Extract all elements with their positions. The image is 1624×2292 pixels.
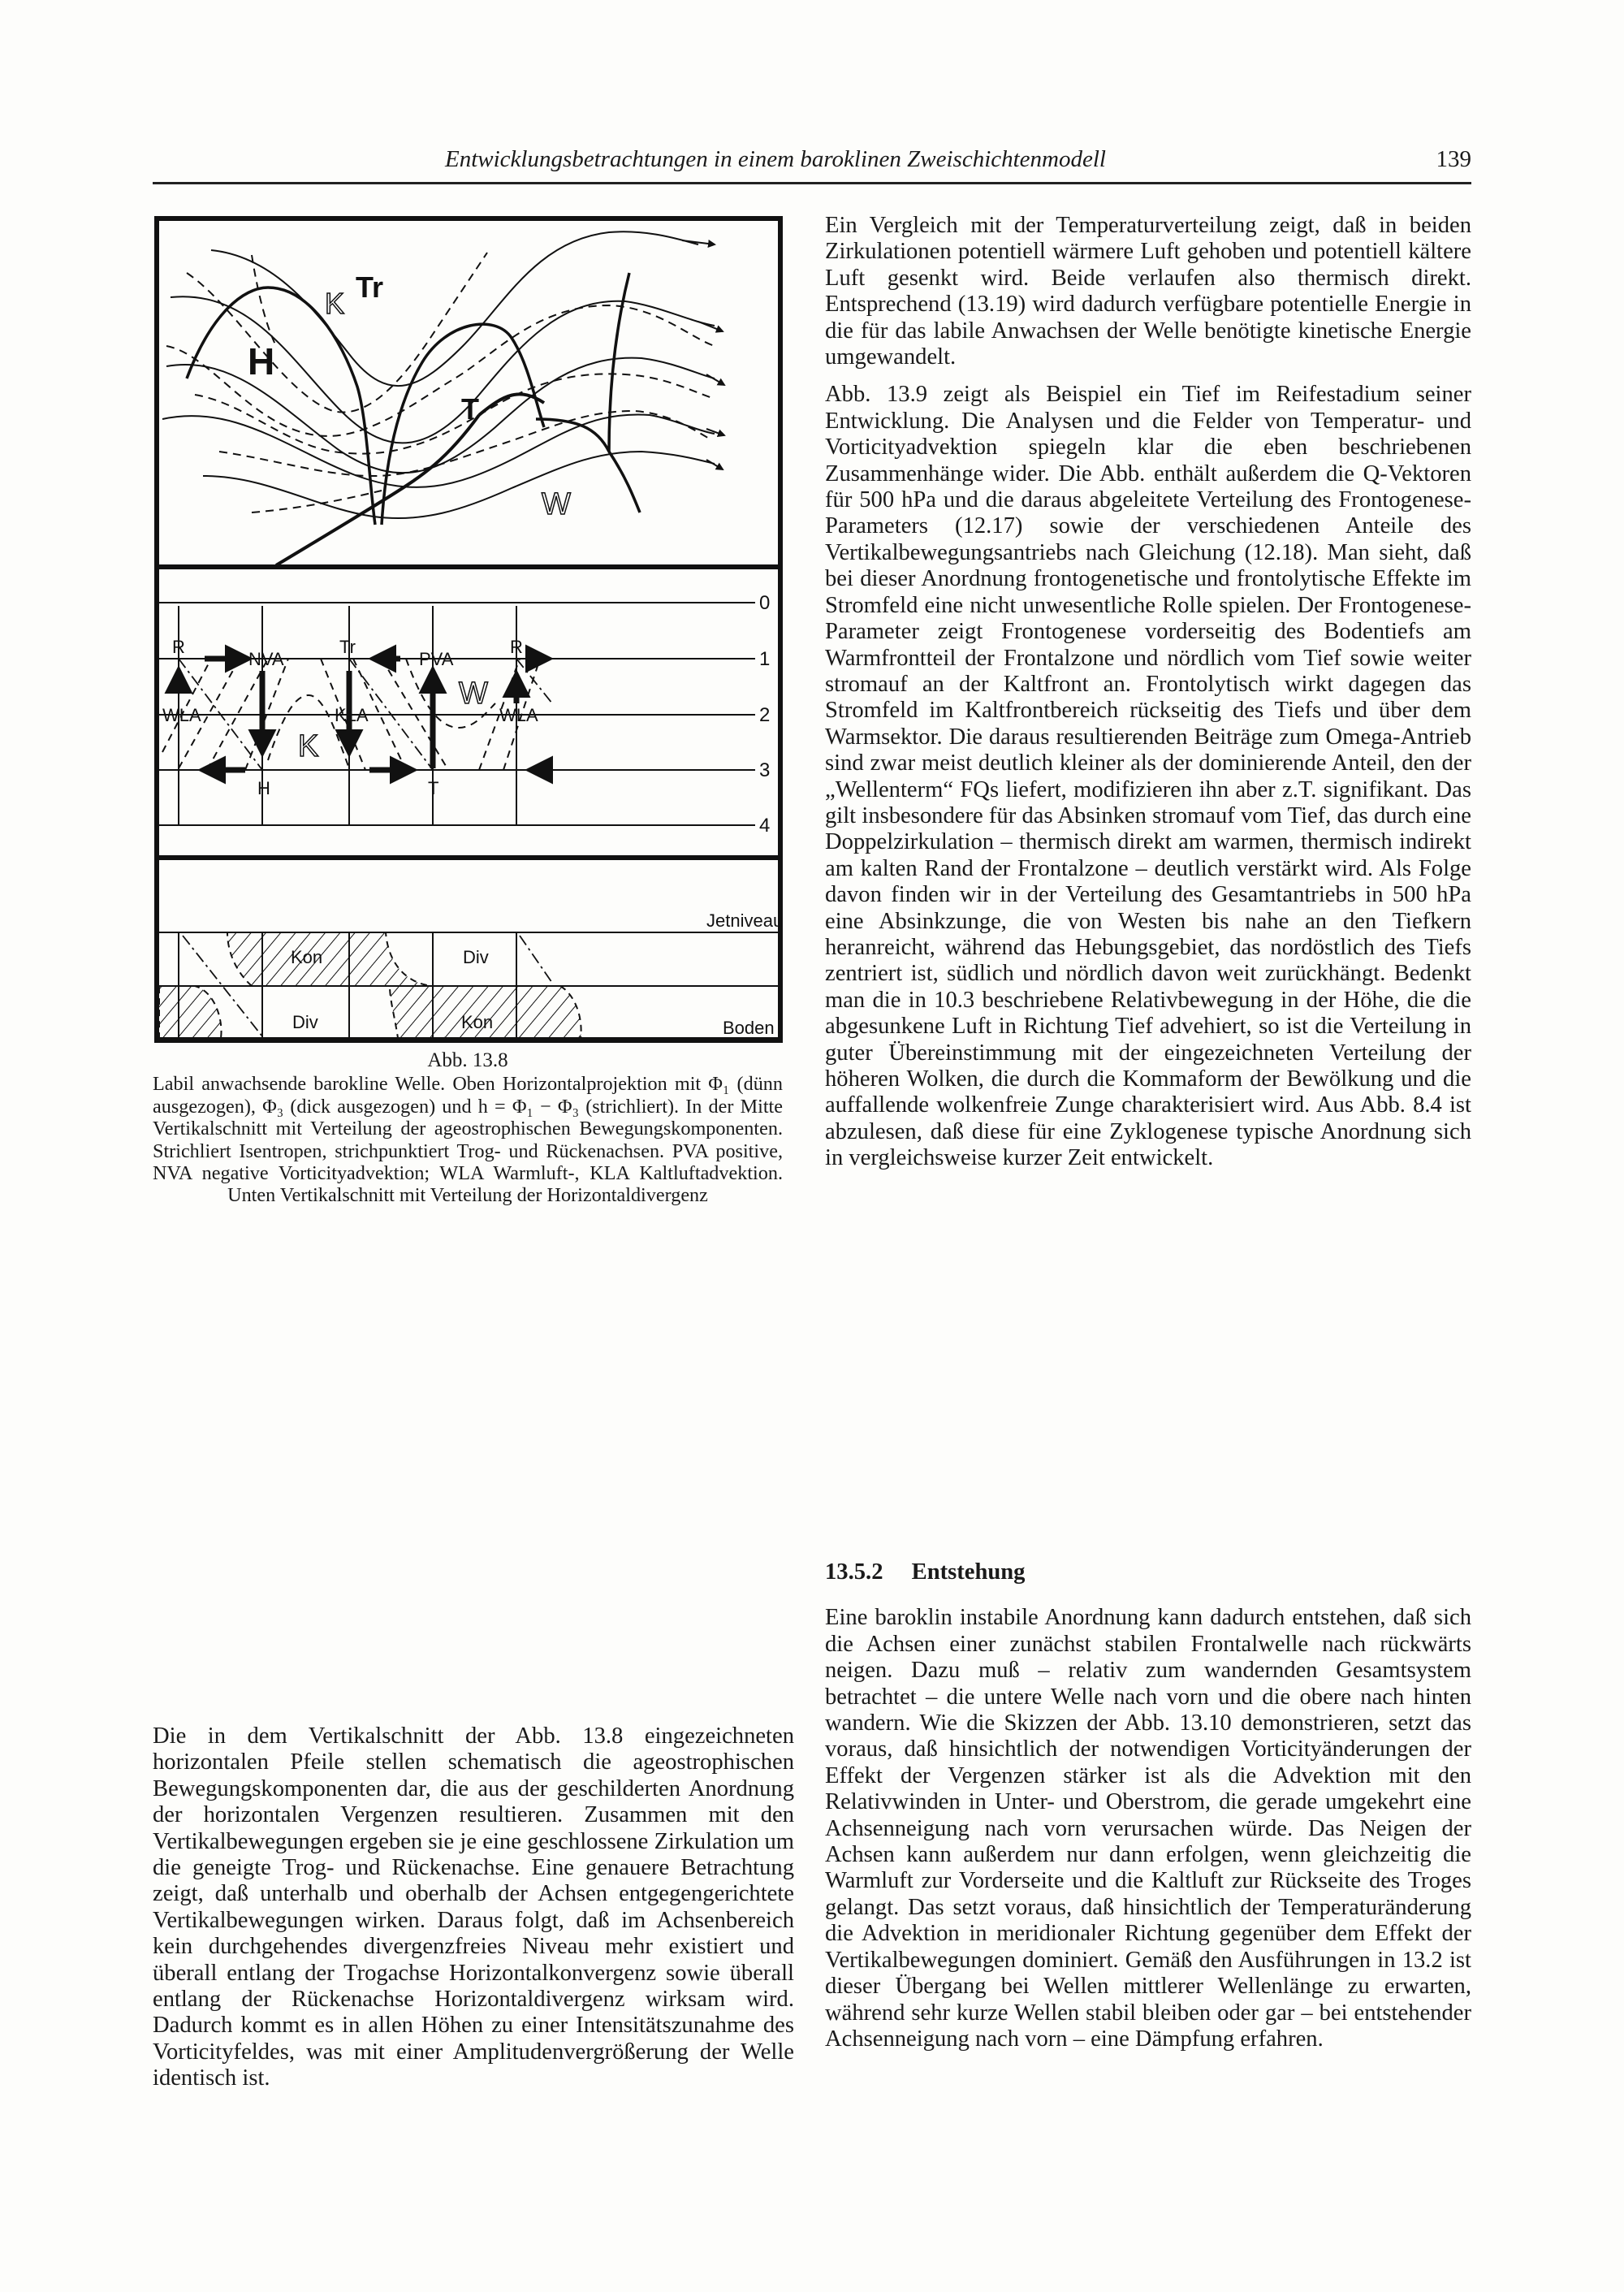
label-div-lower: Div — [292, 1012, 318, 1032]
right-column-upper — [825, 213, 1471, 1172]
paragraph: Ein Vergleich mit der Temperaturverteilung zeigt, daß in beiden Zirkulationen potentiell wärmere Luft gehoben und potentiell kältere Luft gesenkt wird. Beide verlaufen also thermisch direkt. Entsprechend (13.19) wird dadurch verfügbare potentielle Energie in die für das labile Anwachsen der Welle benötigte kinetische Energie umgewandelt. — [825, 213, 1471, 370]
label-cold-region: K — [298, 729, 319, 763]
page-number: 139 — [1436, 146, 1471, 172]
label-trough-mid: Tr — [339, 637, 356, 657]
top-panel-horizontal-projection — [157, 231, 780, 567]
label-div-upper: Div — [463, 947, 489, 967]
label-trough: Tr — [356, 270, 384, 304]
level-1: 1 — [759, 648, 771, 670]
label-kon-upper: Kon — [291, 947, 323, 967]
level-2: 2 — [759, 704, 771, 726]
label-pva: PVA — [419, 649, 454, 669]
section-13-5-2 — [825, 1559, 1471, 2052]
paragraph: Eine baroklin instabile Anordnung kann dadurch entstehen, daß sich die Achsen einer zunächst stabilen Frontalwelle nach rückwärts neigen. Dazu muß – relativ zum wandernden Gesamtsystem betrachtet – die untere Welle nach vorn und die obere nach hinten wandern. Wie die Skizzen der Abb. 13.10 demonstrieren, setzt das voraus, daß hinsichtlich der notwendigen Vorticityänderungen der Effekt der Vergenzen stärker ist als die Advektion mit den Relativwinden in Unter- und Oberstrom, die gerade umgekehrt eine Achsenneigung nach vorn verursachen würde. Das Neigen der Achsen kann außerdem nur dann erfolgen, wenn gleichzeitig die Warmluft zur Vorderseite und die Kaltluft zur Rückseite des Troges gelangt. Das setzt voraus, daß hinsichtlich der Temperaturänderung die Advektion in meridionaler Richtung gegenüber dem Effekt der Vertikalbewegungen dominiert. Gemäß den Ausführungen in 13.2 ist dieser Übergang bei Wellen mittlerer Wellenlänge zu erwarten, während sehr kurze Wellen stabil bleiben oder gar – bei entstehender Achsenneigung nach vorn – eine Dämpfung erfahren. — [825, 1605, 1471, 2052]
figure-label: Abb. 13.8 — [427, 1049, 508, 1071]
label-ridge-right: R — [510, 637, 523, 657]
label-kon-lower: Kon — [461, 1012, 494, 1032]
section-heading — [825, 1559, 1471, 1585]
level-4: 4 — [759, 815, 771, 837]
label-low-bottom: T — [428, 778, 439, 798]
label-ridge-left: R — [172, 637, 185, 657]
paragraph: Abb. 13.9 zeigt als Beispiel ein Tief im Reifestadium seiner Entwicklung. Die Analysen und die Felder von Temperatur- und Vorticityadvektion spiegeln klar die eben beschriebenen Zusammenhänge wider. Die Abb. enthält außerdem die Q-Vektoren für 500 hPa und die daraus abgeleitete Verteilung des Frontogenese-Parameters (12.17) sowie der verschiedenen Anteile des Vertikalbewegungsantriebs nach Gleichung (12.18). Man sieht, daß bei dieser Anordnung frontogenetische und frontolytische Effekte im Stromfeld eine nicht unwesentliche Rolle spielen. Der Frontogenese-Parameter zeigt Frontogenese vorderseitig des Bodentiefs am Warmfrontteil der Frontalzone und nördlich vom Tief sowie weiter stromauf an der Kaltfront an. Frontolytisch wirkt dagegen das Stromfeld im Kaltfrontbereich rückseitig des Tiefs und über dem Warmsektor. Die daraus resultierenden Beiträge zum Omega-Antrieb sind zwar meist deutlich kleiner als der dominierende Anteil, den der „Wellenterm“ FQs liefert, modifizieren ihn aber z.T. signifikant. Das gilt insbesondere für das Absinken stromauf vom Tief, das durch eine Doppelzirkulation – thermisch direkt am warmen, thermisch indirekt am kalten Rand der Frontalzone – deutlich verstärkt wird. Als Folge davon finden wir in der Verteilung des Gesamtantriebs in 500 hPa eine Absinkzunge, die von Westen bis nahe an den Tiefkern heranreicht, während das Hebungsgebiet, das nordöstlich des Tiefs zentriert ist, südlich und nördlich davon weit zurückhängt. Bedenkt man die in 10.3 beschriebene Relativbewegung in der Höhe, die die abgesunkene Luft in Richtung Tief advehiert, so ist die Verteilung in guter Übereinstimmung mit der eingezeichneten Verteilung der höheren Wolken, die durch die Kommaform der Bewölkung und die auffallende wolkenfreie Zunge charakterisiert wird. Aus Abb. 8.4 ist abzulesen, daß diese für eine Zyklogenese typische Anordnung sich in vergleichsweise kurzer Zeit entwickelt. — [825, 382, 1471, 1171]
middle-panel-vertical-section — [157, 592, 780, 858]
label-jetniveau: Jetniveau — [706, 910, 783, 931]
level-0: 0 — [759, 592, 771, 614]
section-title: Entstehung — [911, 1559, 1026, 1585]
label-warm: W — [542, 487, 571, 521]
baroclinic-wave-diagram — [154, 216, 783, 1043]
label-high-bottom: H — [257, 778, 270, 798]
label-cold: K — [325, 287, 345, 320]
bottom-panel-divergence — [159, 910, 783, 1038]
label-low: T — [461, 392, 479, 426]
paragraph: Die in dem Vertikalschnitt der Abb. 13.8 eingezeichneten horizontalen Pfeile stellen schematisch die ageostrophischen Bewegungskomponenten dar, die aus der geschilderten Anordnung der horizontalen Vergenzen resultieren. Zusammen mit den Vertikalbewegungen ergeben sie je eine geschlossene Zirkulation um die geneigte Trog- und Rückenachse. Eine genauere Betrachtung zeigt, daß unterhalb und oberhalb der Achsen entgegengerichtete Vertikalbewegungen wirken. Daraus folgt, daß im Achsenbereich kein durchgehendes divergenzfreies Niveau mehr existiert und überall entlang der Trogachse Horizontalkonvergenz sowie überall entlang der Rückenachse Horizontaldivergenz wirksam wird. Dadurch kommt es in allen Höhen zu einer Intensitätszunahme des Vorticityfeldes, was mit einer Amplitudenvergrößerung der Welle identisch ist. — [153, 1723, 794, 2091]
running-title: Entwicklungsbetrachtungen in einem baroklinen Zweischichtenmodell — [445, 146, 1106, 172]
figure-caption — [153, 1049, 783, 1207]
label-kla: KLA — [335, 705, 369, 725]
label-warm-region: W — [459, 677, 488, 711]
label-nva: NVA — [248, 649, 284, 669]
label-boden: Boden — [723, 1018, 775, 1038]
section-number: 13.5.2 — [825, 1559, 883, 1585]
left-column-lower — [153, 1723, 794, 2092]
running-head — [153, 143, 1471, 184]
label-wla-left: WLA — [162, 705, 201, 725]
figure-caption-text: Labil anwachsende barokline Welle. Oben Horizontalprojektion mit Φ₁ (dünn ausgezogen), Φ₃ (dick ausgezogen) und h = Φ₁ − Φ₃ (strichliert). In der Mitte Vertikalschnitt mit Verteilung der ageostrophischen Bewegungskomponenten. Strichliert Isentropen, strichpunktiert Trog- und Rückenachsen. PVA positive, NVA negative Vorticityadvektion; WLA Warmluft-, KLA Kaltluftadvektion. Unten Vertikalschnitt mit Verteilung der Horizontaldivergenz — [153, 1073, 783, 1207]
level-3: 3 — [759, 759, 771, 781]
label-high: H — [248, 340, 275, 383]
label-wla-right: WLA — [499, 705, 538, 725]
figure-13-8 — [154, 216, 783, 1043]
